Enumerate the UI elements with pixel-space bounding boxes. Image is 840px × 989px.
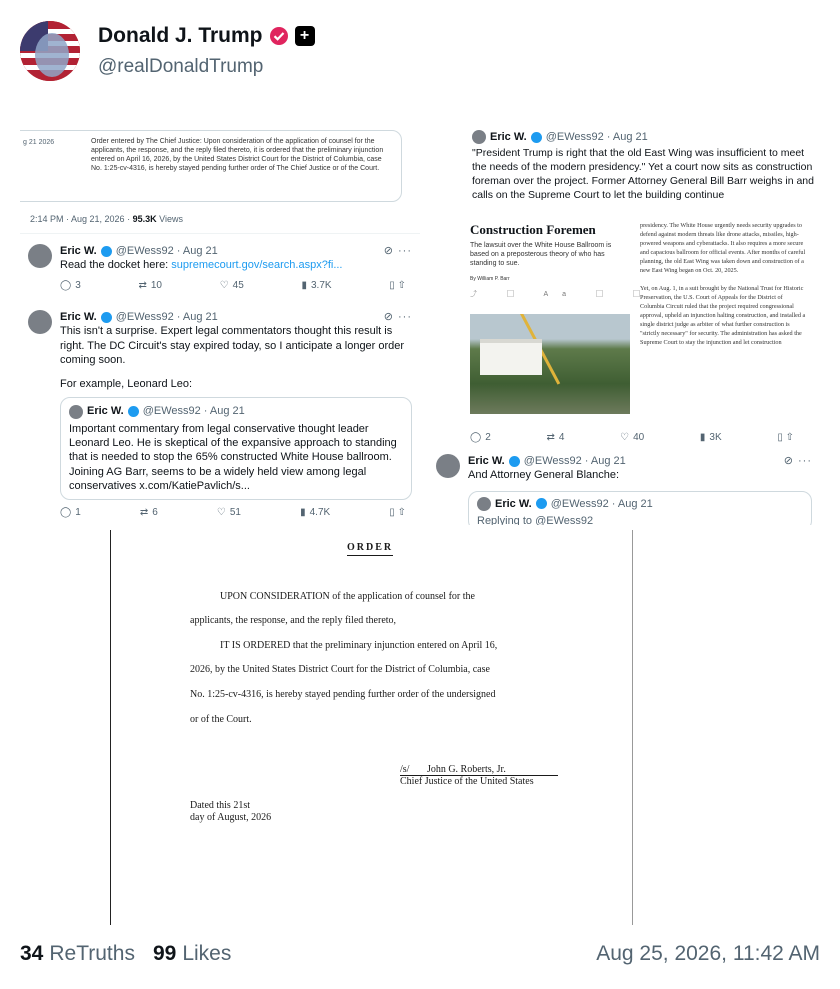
dated-text: Dated this 21st <box>190 800 250 811</box>
views-icon[interactable]: ▮ 4.7K <box>300 507 331 519</box>
order-text: UPON CONSIDERATION of the application of counsel for the <box>220 591 475 602</box>
quote-avatar <box>477 497 491 511</box>
quote-text: Important commentary from legal conservative thought leader Leonard Leo. He is skeptical of the expansive approach to standing that is needed to stop the 65% constructed White House ballroom. Joining AG Barr, seems to be a widely held view among legal conservatives x.com/KatiePavlich/s... <box>69 422 397 492</box>
barr-tweet[interactable] <box>472 130 814 202</box>
verified-icon <box>101 312 112 323</box>
reply-icon[interactable]: ◯ 2 <box>470 432 491 443</box>
post-footer <box>20 942 820 966</box>
blanche-reply[interactable] <box>436 454 812 525</box>
verified-icon <box>536 498 547 509</box>
reply-icon[interactable]: ◯ 1 <box>60 507 81 519</box>
article-column: presidency. The White House urgently needs security upgrades to defend against modern threats like drone attacks, missiles, high-powered weapons and cyberattacks. It also requires a more secure and capacious ballroom for official events. After months of careful planning, the old East Wing was taken down and construction of a new East Wing began on Oct. 20, 2025. Yet, on Aug. 1, in a suit brought by the National Trust for Historic Preservation, the U.S. Court of Appeals for the District of Columbia Circuit ruled that the project required congressional approval, upheld an injunction halting construction, and installed a single district judge as arbiter of what further construction is "strictly necessary" for security. The administration has asked the Supreme Court to stay the injunction and let construction <box>640 222 806 346</box>
reply-avatar[interactable] <box>28 244 52 268</box>
reply-handle: @EWess92 · Aug 21 <box>523 455 626 467</box>
reply-avatar[interactable] <box>436 454 460 478</box>
signature-title: Chief Justice of the United States <box>400 776 534 787</box>
dated-text: day of August, 2026 <box>190 812 272 823</box>
post-header <box>20 20 315 82</box>
quote-handle: @EWess92 · Aug 21 <box>550 497 653 510</box>
screenshot-left <box>20 130 420 525</box>
order-quote-card <box>20 130 402 202</box>
order-text: or of the Court. <box>190 714 252 725</box>
tweet-name[interactable]: Eric W. <box>490 131 527 143</box>
author-display-name[interactable]: Donald J. Trump <box>98 24 263 47</box>
tweet-handle: @EWess92 · Aug 21 <box>545 131 648 143</box>
verified-icon <box>101 246 112 257</box>
quote-name: Eric W. <box>87 405 124 418</box>
docket-link[interactable]: supremecourt.gov/search.aspx?fi... <box>171 259 343 272</box>
reply-name[interactable]: Eric W. <box>60 245 97 257</box>
article-title: Construction Foremen <box>470 222 596 237</box>
reply-text: And Attorney General Blanche: <box>468 469 620 482</box>
reply-actions <box>60 279 412 292</box>
plus-badge-icon: + <box>295 26 315 46</box>
reply-tweet-1[interactable] <box>28 244 412 292</box>
tweet-text: "President Trump is right that the old East Wing was insufficient to meet the needs of the modern presidency." Yet a court now sits as construction foreman over the project. Former Attorney General Bill Barr weighs in and calls on the Supreme Court to let the building continue <box>472 147 814 201</box>
quote-text: Order entered by The Chief Justice: Upon consideration of the application of counsel for the applicants, the response, and the reply filed thereto, it is ordered that the preliminary injunction entered on April 16, 2026, by the United States District Court for the District of Columbia, case No. 1:25-cv-4316, is hereby stayed pending further order of The Chief Justice or of the Court. <box>91 138 384 173</box>
repost-icon[interactable]: ⇄ 4 <box>546 432 565 443</box>
divider <box>20 233 420 234</box>
order-text: No. 1:25-cv-4316, is hereby stayed pending further order of the undersigned <box>190 689 496 700</box>
order-heading: ORDER <box>347 542 393 556</box>
article-toolbar-icons: ⤴ ▢ Aa ▢ ▢ <box>470 290 654 298</box>
bookmark-icon[interactable]: ▯ ⇧ <box>389 507 406 519</box>
order-text: IT IS ORDERED that the preliminary injunction entered on April 16, <box>220 640 498 651</box>
reply-text: This isn't a surprise. Expert legal commentators thought this result is right. The DC Circuit's stay expired today, so I anticipate a longer order coming soon. <box>60 325 405 366</box>
reply-text-2: For example, Leonard Leo: <box>60 378 193 391</box>
page-edge <box>110 530 111 925</box>
article-subtitle: The lawsuit over the White House Ballroom is based on a preposterous theory of who has standing to sue. <box>470 242 612 267</box>
order-text: 2026, by the United States District Court for the District of Columbia, case <box>190 664 490 675</box>
quote-text: Replying to @EWess92 <box>477 514 594 525</box>
views-icon[interactable]: ▮ 3K <box>699 432 722 443</box>
reply-handle: @EWess92 · Aug 21 <box>115 245 218 257</box>
quote-handle: @EWess92 · Aug 21 <box>142 405 245 418</box>
quote-name: Eric W. <box>495 497 532 510</box>
views-icon[interactable]: ▮ 3.7K <box>301 279 332 291</box>
bookmark-icon[interactable]: ▯ ⇧ <box>777 432 794 443</box>
reply-icon[interactable]: ◯ 3 <box>60 279 81 291</box>
verified-badge-icon <box>269 26 289 46</box>
quote-avatar <box>69 405 83 419</box>
reply-name[interactable]: Eric W. <box>60 311 97 323</box>
repost-icon[interactable]: ⇄ 10 <box>138 279 162 291</box>
like-icon[interactable]: ♡ 51 <box>216 507 241 519</box>
retruths-count[interactable]: 34 <box>20 942 44 965</box>
signature-line: /s/ John G. Roberts, Jr. <box>400 764 558 776</box>
reply-text: Read the docket here: <box>60 259 172 272</box>
more-icon[interactable]: ⊘ ··· <box>383 245 412 257</box>
likes-label[interactable]: Likes <box>182 942 232 965</box>
tweet-actions <box>470 432 800 443</box>
quoted-tweet[interactable] <box>60 397 412 500</box>
white-house-photo <box>470 314 630 414</box>
likes-count[interactable]: 99 <box>152 942 177 965</box>
author-avatar[interactable] <box>20 21 80 81</box>
order-text: applicants, the response, and the reply filed thereto, <box>190 615 397 626</box>
like-icon[interactable]: ♡ 40 <box>620 432 645 443</box>
reply-actions <box>60 506 412 519</box>
screenshot-right <box>430 130 820 525</box>
post-timestamp: Aug 25, 2026, 11:42 AM <box>596 942 820 965</box>
tweet-avatar[interactable] <box>472 130 486 144</box>
quote-date: g 21 2026 <box>23 139 55 146</box>
reply-handle: @EWess92 · Aug 21 <box>115 311 218 323</box>
like-icon[interactable]: ♡ 45 <box>219 279 244 291</box>
article-byline: By William P. Barr <box>470 276 510 283</box>
bookmark-icon[interactable]: ▯ ⇧ <box>389 279 406 291</box>
reply-name[interactable]: Eric W. <box>468 455 505 467</box>
more-icon[interactable]: ⊘ ··· <box>383 311 412 323</box>
retruths-label[interactable]: ReTruths <box>49 942 135 965</box>
more-icon[interactable]: ⊘ ··· <box>783 455 812 467</box>
tweet-meta: 2:14 PM · Aug 21, 2026 · 95.3K Views <box>30 214 183 224</box>
quoted-tweet[interactable] <box>468 491 812 525</box>
verified-icon <box>531 132 542 143</box>
reply-tweet-2[interactable] <box>28 310 412 519</box>
order-document <box>20 530 820 930</box>
author-handle[interactable]: @realDonaldTrump <box>98 56 264 77</box>
verified-icon <box>128 406 139 417</box>
repost-icon[interactable]: ⇄ 6 <box>139 507 158 519</box>
verified-icon <box>509 456 520 467</box>
reply-avatar[interactable] <box>28 310 52 334</box>
page-edge <box>632 530 633 925</box>
